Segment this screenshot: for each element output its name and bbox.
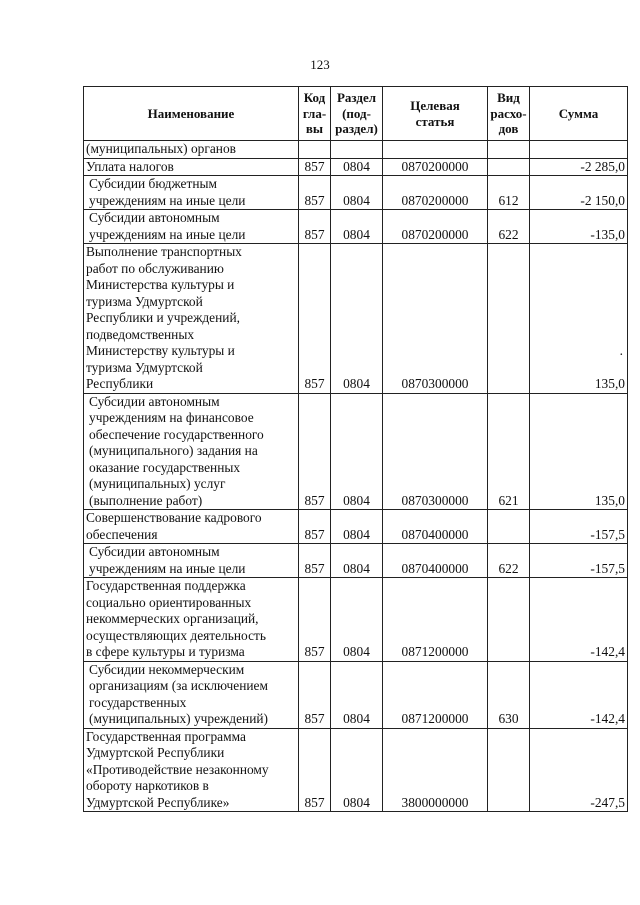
row-section: 0804 [331, 210, 383, 244]
page-number: 123 [310, 57, 330, 72]
row-expense-type: 622 [488, 544, 530, 578]
row-amount [530, 141, 628, 159]
row-target-article: 0870400000 [383, 544, 488, 578]
header-target-article: Целевая статья [383, 87, 488, 141]
row-name: Государственная программа Удмуртской Республики «Противодействие незаконному обороту наркотиков в Удмуртской Республике» [84, 728, 299, 812]
row-amount: -157,5 [530, 544, 628, 578]
row-amount: -142,4 [530, 661, 628, 728]
header-chapter-code: Код гла- вы [299, 87, 331, 141]
table-header-row [84, 87, 628, 141]
row-target-article: 0870200000 [383, 176, 488, 210]
table-row [84, 510, 628, 544]
table-row [84, 661, 628, 728]
row-amount: -135,0 [530, 210, 628, 244]
header-amount: Сумма [530, 87, 628, 141]
row-chapter-code: 857 [299, 544, 331, 578]
table-body [84, 141, 628, 812]
row-chapter-code [299, 141, 331, 159]
row-amount: -142,4 [530, 578, 628, 662]
row-name: Выполнение транспортных работ по обслуживанию Министерства культуры и туризма Удмуртской Республики и учреждений, подведомственных Министерству культуры и туризма Удмуртской Республики [84, 244, 299, 394]
row-amount: 135,0 [530, 393, 628, 510]
row-target-article: 3800000000 [383, 728, 488, 812]
row-target-article [383, 141, 488, 159]
row-amount: -157,5 [530, 510, 628, 544]
table-row [84, 393, 628, 510]
row-chapter-code: 857 [299, 510, 331, 544]
row-target-article: 0870200000 [383, 158, 488, 176]
row-chapter-code: 857 [299, 210, 331, 244]
header-name: Наименование [84, 87, 299, 141]
row-expense-type [488, 244, 530, 394]
row-expense-type: 612 [488, 176, 530, 210]
row-expense-type: 621 [488, 393, 530, 510]
row-amount: . 135,0 [530, 244, 628, 394]
row-section: 0804 [331, 158, 383, 176]
row-chapter-code: 857 [299, 661, 331, 728]
row-target-article: 0870300000 [383, 244, 488, 394]
table-row [84, 578, 628, 662]
row-section: 0804 [331, 244, 383, 394]
row-section: 0804 [331, 661, 383, 728]
table-row [84, 544, 628, 578]
row-section: 0804 [331, 510, 383, 544]
row-name: (муниципальных) органов [84, 141, 299, 159]
row-target-article: 0871200000 [383, 578, 488, 662]
row-chapter-code: 857 [299, 176, 331, 210]
header-section: Раздел (под- раздел) [331, 87, 383, 141]
row-name: Уплата налогов [84, 158, 299, 176]
row-name: Субсидии автономным учреждениям на финансовое обеспечение государственного (муниципального) задания на оказание государственных (муниципальных) услуг (выполнение работ) [84, 393, 299, 510]
row-name: Субсидии некоммерческим организациям (за исключением государственных (муниципальных) учреждений) [84, 661, 299, 728]
row-name: Субсидии автономным учреждениям на иные цели [84, 544, 299, 578]
row-chapter-code: 857 [299, 393, 331, 510]
table-row [84, 176, 628, 210]
row-target-article: 0871200000 [383, 661, 488, 728]
row-section: 0804 [331, 544, 383, 578]
table-row [84, 141, 628, 159]
table-row [84, 210, 628, 244]
table-row [84, 158, 628, 176]
row-target-article: 0870300000 [383, 393, 488, 510]
row-section [331, 141, 383, 159]
row-section: 0804 [331, 728, 383, 812]
row-name: Государственная поддержка социально ориентированных некоммерческих организаций, осуществляющих деятельность в сфере культуры и туризма [84, 578, 299, 662]
row-name: Субсидии автономным учреждениям на иные цели [84, 210, 299, 244]
row-chapter-code: 857 [299, 158, 331, 176]
budget-table [83, 86, 628, 812]
row-expense-type [488, 158, 530, 176]
row-chapter-code: 857 [299, 728, 331, 812]
row-name: Субсидии бюджетным учреждениям на иные цели [84, 176, 299, 210]
row-section: 0804 [331, 176, 383, 210]
stray-mark: . [619, 343, 623, 358]
row-expense-type [488, 578, 530, 662]
row-expense-type [488, 510, 530, 544]
row-name: Совершенствование кадрового обеспечения [84, 510, 299, 544]
header-expense-type: Вид расхо- дов [488, 87, 530, 141]
row-target-article: 0870200000 [383, 210, 488, 244]
row-target-article: 0870400000 [383, 510, 488, 544]
row-expense-type [488, 141, 530, 159]
row-chapter-code: 857 [299, 244, 331, 394]
table-row [84, 244, 628, 394]
row-amount: -2 285,0 [530, 158, 628, 176]
row-section: 0804 [331, 578, 383, 662]
row-expense-type: 630 [488, 661, 530, 728]
row-amount: -247,5 [530, 728, 628, 812]
row-expense-type [488, 728, 530, 812]
table-row [84, 728, 628, 812]
row-amount: -2 150,0 [530, 176, 628, 210]
row-section: 0804 [331, 393, 383, 510]
row-expense-type: 622 [488, 210, 530, 244]
row-chapter-code: 857 [299, 578, 331, 662]
